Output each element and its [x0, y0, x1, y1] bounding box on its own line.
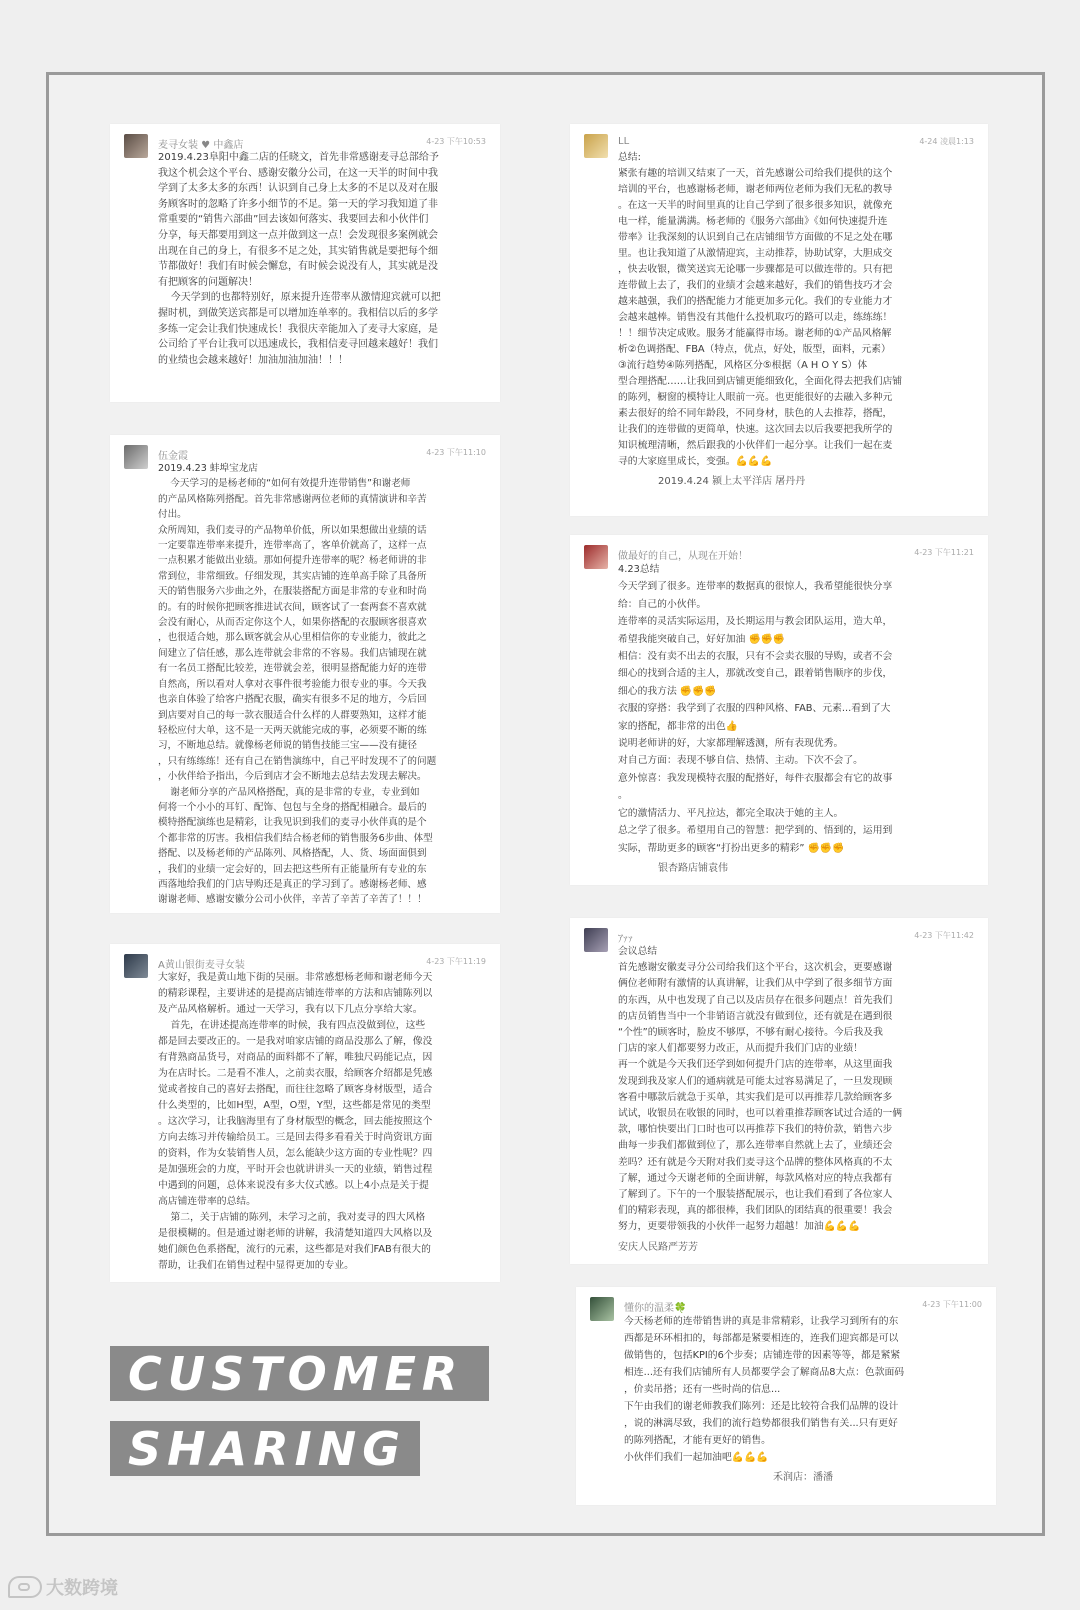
post-line: 们的精彩表现，真的都很棒，我们团队的团结真的很重要！我会	[618, 1205, 893, 1217]
post-line: 是加强班会的力度，平时开会也就讲讲头一天的业绩，销售过程	[158, 1164, 433, 1175]
post-line: 什么类型的，比如H型，A型，O型，Y型，这些都是常见的类型	[158, 1100, 431, 1111]
post-line: 我这个机会这个平台、感谢安徽分公司，在这一天半的时间中我	[158, 167, 438, 179]
post-line: ，快去收银，微笑送宾无论哪一步骤都是可以做连带的。只有把	[618, 264, 893, 275]
watermark-logo	[8, 1573, 118, 1601]
post-line: 的精彩课程，主要讲述的是提高店铺连带率的方法和店铺陈列以	[158, 988, 433, 999]
post-line: 间建立了信任感，那么连带就会非常的不容易。我们店铺现在就	[158, 647, 427, 659]
post-line: 模特搭配演练也是精彩，让我见识到我们的麦寻小伙伴真的是个	[158, 817, 427, 829]
post-line: 相信：没有卖不出去的衣服，只有不会卖衣服的导购，或者不会	[618, 651, 893, 663]
post-line: 。这次学习，让我脑海里有了身材版型的概念，回去能按照这个	[158, 1116, 433, 1127]
user-name[interactable]: 做最好的自己，从现在开始！	[618, 551, 748, 562]
post-line: 谢谢老师、感谢安徽分公司小伙伴，辛苦了辛苦了辛苦了！！！	[158, 894, 427, 906]
post-line: 首先，在讲述提高连带率的时候，我有四点没做到位，这些	[158, 1020, 426, 1031]
post-line: 西都是环环相扣的，每部都是紧要相连的，连我们迎宾都是可以	[624, 1333, 899, 1344]
post-body	[618, 150, 974, 470]
user-avatar[interactable]	[584, 545, 608, 569]
post-line: 发现到我及家人们的通病就是可能太过容易满足了，一旦发现顾	[618, 1075, 893, 1087]
post-line: 首先感谢安徽麦寻分公司给我们这个平台，这次机会，更要感谢	[618, 962, 893, 974]
post-signature: 禾润店：潘潘	[773, 1472, 833, 1483]
post-line: 努力，更要带领我的小伙伴一起努力超越！加油💪💪💪	[618, 1221, 861, 1233]
post-line: 越来越强，我们的搭配能力才能更加多元化。我们的专业能力才	[618, 296, 893, 307]
post-line: 她们颜色色系搭配，流行的元素，这些都是对我们FAB有很大的	[158, 1244, 431, 1255]
post-body	[158, 970, 486, 1274]
post-line: ，小伙伴给予指出，今后到店才会不断地去总结去发现去解决。	[158, 771, 427, 783]
post-header	[124, 445, 486, 471]
post-time: 4-23 下午11:10	[426, 448, 486, 457]
banner-sharing: SHARING	[110, 1421, 420, 1476]
post-line: 知识梳理清晰，然后跟我的小伙伴们一起分享。让我们一起在麦	[618, 440, 893, 451]
post-header	[584, 545, 974, 571]
post-line: 出现在自己的身上，有很多不足之处，其实销售就是要把每个细	[158, 245, 438, 257]
post-body	[158, 461, 486, 908]
user-avatar[interactable]	[590, 1297, 614, 1321]
user-name[interactable]: 懂你的温柔🍀	[624, 1303, 687, 1314]
post-line: 一定要靠连带率来提升，连带率高了，客单价就高了，这样一点	[158, 540, 427, 552]
post-line: 相连...还有我们店铺所有人员都要学会了解商品8大点：色款面码	[624, 1367, 905, 1378]
speech-bubble-icon	[8, 1576, 42, 1598]
post-line: 是很模糊的。但是通过谢老师的讲解，我清楚知道四大风格以及	[158, 1228, 433, 1239]
post-line: 到店要对自己的每一款衣服适合什么样的人群要熟知，这样才能	[158, 709, 427, 721]
post-line: 天的销售服务六步曲之外，在服装搭配方面是非常的专业和时尚	[158, 586, 427, 598]
post-header	[584, 928, 974, 954]
post-line: 给：自己的小伙伴。	[618, 598, 707, 610]
post-line: 让我们的连带做的更简单，快速。这次回去以后我要把我所学的	[618, 424, 893, 435]
post-line: 觉或者按自己的喜好去搭配，而往往忽略了顾客身材版型，适合	[158, 1084, 433, 1095]
post-line: 自然高，所以看对人拿对衣事件很考验能力很专业的事。今天我	[158, 678, 427, 690]
post-line: ③流行趋势④陈列搭配，风格区分⑤根据（A H O Y S）体	[618, 360, 868, 371]
post-line: 今天学到的也都特别好，原来提升连带率从激情迎宾就可以把	[158, 292, 441, 304]
post-line: 型合理搭配……让我回到店铺更能细致化，全面化得去把我们店铺	[618, 376, 903, 387]
post-line: 的。有的时候你把顾客推进试衣间，顾客试了一套两套不喜欢就	[158, 601, 427, 613]
post-line: 会议总结	[618, 946, 658, 957]
user-name[interactable]: LL	[618, 136, 630, 147]
post-line: 衣服的穿搭：我学到了衣服的四种风格、FAB、元素...看到了大	[618, 703, 891, 715]
post-card-bengbu	[110, 435, 500, 913]
post-line: 习，不断地总结。就像杨老师说的销售技能三宝——没有捷径	[158, 740, 418, 752]
post-line: 今天杨老师的连带销售讲的真是非常精彩，让我学习到所有的东	[624, 1316, 899, 1327]
post-line: 搭配、以及杨老师的产品陈列、风格搭配，人、货、场面面俱到	[158, 848, 427, 860]
post-line: 的业绩也会越来越好！加油加油加油！！！	[158, 354, 348, 366]
post-line: 中遇到的问题，总体来说没有多大仪式感。以上4小点是关于提	[158, 1180, 429, 1191]
post-card-yingshang	[570, 124, 988, 516]
post-time: 4-23 下午11:42	[914, 931, 974, 940]
post-line: ，说的淋漓尽致，我们的流行趋势都很我们销售有关...只有更好	[624, 1418, 898, 1429]
post-line: 细心的找到合适的主人，那就改变自己，跟着销售顺序的步伐，	[618, 668, 893, 680]
post-body	[618, 561, 974, 857]
post-line: 款，哪怕快要出门口时也可以再推荐下我们的特价款，销售六步	[618, 1124, 893, 1136]
post-line: 析②色调搭配、FBA（特点，优点，好处，版型，面料，元素）	[618, 344, 891, 355]
banner-customer: CUSTOMER	[110, 1346, 489, 1401]
post-line: 的资料，作为女装销售人员，怎么能缺少这方面的专业性呢？四	[158, 1148, 433, 1159]
post-line: 连带做上去了，我们的业绩才会越来越好，我们的销售技巧才会	[618, 280, 893, 291]
post-line: 谢老师分享的产品风格搭配，真的是非常的专业，专业到如	[158, 786, 420, 798]
post-signature: 安庆人民路严芳芳	[618, 1241, 698, 1253]
post-line: 的陈列，橱窗的模特让人眼前一亮。也更能很好的去融入多种元	[618, 392, 893, 403]
post-signature: 银杏路店铺袁伟	[658, 862, 728, 874]
post-time: 4-23 下午11:21	[914, 548, 974, 557]
post-line: 说明老师讲的好，大家都理解透测，所有表现优秀。	[618, 738, 844, 750]
post-card-herun	[576, 1287, 996, 1505]
post-line: 常重要的“销售六部曲”回去该如何落实、我要回去和小伙伴们	[158, 214, 429, 226]
post-header	[124, 954, 486, 980]
post-line: 一点积累才能做出业绩。那如何提升连带率的呢？杨老师讲的非	[158, 555, 427, 567]
post-line: 节都做好！我们有时候会懈怠，有时候会说没有人，其实就是没	[158, 261, 438, 273]
post-card-anqing	[570, 918, 988, 1264]
post-time: 4-24 凌晨1:13	[919, 137, 974, 146]
post-line: 门店的家人们都要努力改正，从而提升我们门店的业绩！	[618, 1043, 863, 1055]
post-body	[624, 1313, 982, 1466]
post-line: 高店铺连带率的总结。	[158, 1196, 256, 1207]
post-time: 4-23 下午11:00	[922, 1300, 982, 1309]
user-avatar[interactable]	[124, 445, 148, 469]
post-line: 西落地给我们的门店导购还是真正的学习到了。感谢杨老师、感	[158, 878, 427, 890]
user-avatar[interactable]	[584, 928, 608, 952]
user-avatar[interactable]	[584, 134, 608, 158]
post-line: 有一名员工搭配比较差，连带就会差，很明显搭配能力好的连带	[158, 663, 427, 675]
post-line: ，价卖吊搭；还有一些时尚的信息...	[624, 1384, 781, 1395]
post-line: 会没有耐心，从而否定你这个人，如果你搭配的衣服顾客很喜欢	[158, 617, 427, 629]
post-line: 公司给了平台让我可以迅速成长，我相信麦寻回越来越好！我们	[158, 339, 438, 351]
post-line: 家的搭配，都非常的出色👍	[618, 720, 738, 732]
post-line: 了解到了。下午的一个服装搭配展示，也让我们看到了各位家人	[618, 1189, 893, 1201]
post-line: 里。也让我知道了从激情迎宾，主动推荐，协助试穿，大胆成交	[618, 248, 893, 259]
post-line: 大家好，我是黄山地下街的吴丽。非常感想杨老师和谢老师今天	[158, 972, 433, 983]
post-line: ！！细节决定成败。服务才能赢得市场。谢老师的①产品风格解	[618, 328, 892, 339]
post-line: 今天学到了很多。连带率的数据真的很惊人，我希望能很快分享	[618, 581, 893, 593]
post-line: 付出。	[158, 509, 187, 521]
post-line: 的产品风格陈列搭配。首先非常感谢两位老师的真情演讲和辛苦	[158, 493, 427, 505]
post-line: 。	[618, 790, 628, 802]
post-line: 差吗？还有就是今天附对我们麦寻这个品牌的整体风格真的不太	[618, 1156, 893, 1168]
post-line: 握时机，到做笑送宾都是可以增加连单率的。我相信以后的多学	[158, 307, 438, 319]
post-line: 的陈列搭配，才能有更好的销售。	[624, 1435, 771, 1446]
post-line: 方向去练习并传输给员工。三是回去得多看看关于时尚资讯方面	[158, 1132, 433, 1143]
post-header	[584, 134, 974, 160]
post-signature: 2019.4.24 颍上太平洋店 屠丹丹	[658, 476, 806, 487]
post-line: 2019.4.23 蚌埠宝龙店	[158, 463, 258, 474]
post-line: 紧张有趣的培训又结束了一天，首先感谢公司给我们提供的这个	[618, 168, 893, 179]
post-line: 实际，帮助更多的顾客“打扮出更多的精彩” ✊✊✊	[618, 842, 845, 854]
post-line: 客看中哪款后就急于买单，其实我们是可以再推荐几款给顾客多	[618, 1091, 893, 1103]
post-line: 多练一定会让我们快速成长！我很庆幸能加入了麦寻大家庭，是	[158, 323, 438, 335]
post-line: 分享，每天都要用到这一点并做到这一点！会发现很多案例就会	[158, 229, 438, 241]
post-line: 下午由我们的谢老师教我们陈列：还是比较符合我们品牌的设计	[624, 1401, 899, 1412]
post-line: ，也很适合她，那么顾客就会从心里相信你的专业能力，彼此之	[158, 632, 427, 644]
user-avatar[interactable]	[124, 954, 148, 978]
post-line: 再一个就是今天我们还学到如何提升门店的连带率，从这里面我	[618, 1059, 893, 1071]
post-line: 个都非常的厉害。我相信我们结合杨老师的销售服务6步曲、体型	[158, 832, 433, 844]
post-line: 小伙伴们我们一起加油吧💪💪💪	[624, 1452, 769, 1463]
post-line: 常到位，非常细致。仔细发现，其实店铺的连单高手除了具备所	[158, 570, 427, 582]
post-line: 对自己方面：表现不够自信、热情、主动。下次不会了。	[618, 755, 863, 767]
post-time: 4-23 下午10:53	[426, 137, 486, 146]
post-line: 希望我能突破自己，好好加油 ✊✊✊	[618, 633, 786, 645]
user-name[interactable]: ｱｧｧ	[618, 934, 633, 945]
user-name[interactable]: 伍金霞	[158, 451, 188, 462]
post-line: 电一样，能量满满。杨老师的《服务六部曲》《如何快速提升连	[618, 216, 888, 227]
post-line: 试试，收银员在收银的同时，也可以着重推荐顾客试过合适的一俩	[618, 1108, 903, 1120]
post-line: 它的激情活力、平凡拉达，都完全取决于她的主人。	[618, 807, 844, 819]
post-body	[158, 150, 486, 368]
post-line: 曲每一步我们都做到位了，那么连带率自然就上去了，业绩还会	[618, 1140, 893, 1152]
post-card-huangshan	[110, 944, 500, 1282]
post-line: 为在店时长。二是看不准人，之前卖衣服，给顾客介绍都是凭感	[158, 1068, 433, 1079]
post-line: 的店员销售当中一个非销语言就没有做到位，还有就是在遇到很	[618, 1010, 893, 1022]
post-line: 素去很好的给不同年龄段，不同身材，肤色的人去推荐，搭配，	[618, 408, 893, 419]
post-line: 的东西，从中也发现了自己以及店员存在很多问题点！首先我们	[618, 994, 893, 1006]
post-card-zhongxin	[110, 124, 500, 402]
post-line: 带率》让我深刻的认识到自己在店铺细节方面做的不足之处在哪	[618, 232, 893, 243]
post-line: 4.23总结	[618, 564, 660, 575]
post-line: 何将一个小小的耳钉、配饰、包包与全身的搭配相融合。最后的	[158, 801, 427, 813]
user-name[interactable]: 麦寻女装 ♥ 中鑫店	[158, 140, 244, 151]
post-header	[590, 1297, 982, 1323]
user-avatar[interactable]	[124, 134, 148, 158]
post-line: 务顾客时的忽略了许多小细节的不足。第一天的学习我知道了非	[158, 198, 438, 210]
post-line: 都是回去要改正的。一是我对咱家店铺的商品没那么了解，像没	[158, 1036, 433, 1047]
post-line: 众所周知，我们麦寻的产品物单价低，所以如果想做出业绩的话	[158, 524, 427, 536]
post-line: ，我们的业绩一定会好的，回去把这些所有正能量所有专业的东	[158, 863, 427, 875]
post-line: 俩位老师附有激情的认真讲解，让我们从中学到了很多细节方面	[618, 978, 893, 990]
post-line: 轻松应付大单，这不是一天两天就能完成的事，必须要不断的练	[158, 724, 427, 736]
post-line: 学到了太多太多的东西！认识到自己身上太多的不足以及对在服	[158, 183, 438, 195]
post-header	[124, 134, 486, 160]
post-line: 2019.4.23阜阳中鑫二店的任晓文，首先非常感谢麦寻总部给予	[158, 152, 439, 163]
post-line: 帮助，让我们在销售过程中显得更加的专业。	[158, 1260, 354, 1271]
post-body	[618, 944, 974, 1236]
post-line: 及产品风格解析。通过一天学习，我有以下几点分享给大家。	[158, 1004, 423, 1015]
post-line: 会越来越棒。销售没有其他什么投机取巧的路可以走，练练练！	[618, 312, 893, 323]
post-line: ，只有练练练！还有自己在销售演练中，自己平时发现不了的问题	[158, 755, 437, 767]
post-line: 有把顾客的问题解决！	[158, 276, 258, 288]
post-line: 细心的我方法 ✊✊✊	[618, 685, 717, 697]
post-line: 寻的大家庭里成长，变强。💪💪💪	[618, 456, 773, 467]
post-line: 意外惊喜：我发现模特衣服的配搭好，每件衣服都会有它的故事	[618, 772, 893, 784]
post-line: 也亲自体验了给客户搭配衣服，确实有很多不足的地方，今后回	[158, 694, 427, 706]
post-line: 有背熟商品货号，对商品的面料都不了解，唯独尺码能记点，因	[158, 1052, 433, 1063]
watermark-text: 大数跨境	[46, 1578, 118, 1599]
post-line: 今天学习的是杨老师的“如何有效提升连带销售”和谢老师	[158, 478, 411, 490]
post-line: 。在这一天半的时间里真的让自己学到了很多很多知识，就像充	[618, 200, 893, 211]
user-name[interactable]: A黄山银街麦寻女装	[158, 960, 245, 971]
post-line: 总之学了很多。希望用自己的智慧：把学到的、悟到的，运用到	[618, 825, 893, 837]
post-line: 做销售的，包括KPI的6个步奏；店铺连带的因素等等，都是紧紧	[624, 1350, 901, 1361]
post-line: 连带率的灵活实际运用，及长期运用与教会团队运用，造大单，	[618, 616, 893, 628]
post-line: “个性”的顾客时，脸皮不够厚，不够有耐心接待。今后我及我	[618, 1027, 883, 1039]
post-card-yinxing	[570, 535, 988, 885]
post-line: 培训的平台，也感谢杨老师，谢老师两位老师为我们无私的教导	[618, 184, 893, 195]
post-line: 总结:	[618, 152, 641, 163]
post-line: 第二，关于店铺的陈列，未学习之前，我对麦寻的四大风格	[158, 1212, 426, 1223]
post-time: 4-23 下午11:19	[426, 957, 486, 966]
post-line: 了解，通过今天谢老师的全面讲解，每款风格对应的特点我都有	[618, 1172, 893, 1184]
